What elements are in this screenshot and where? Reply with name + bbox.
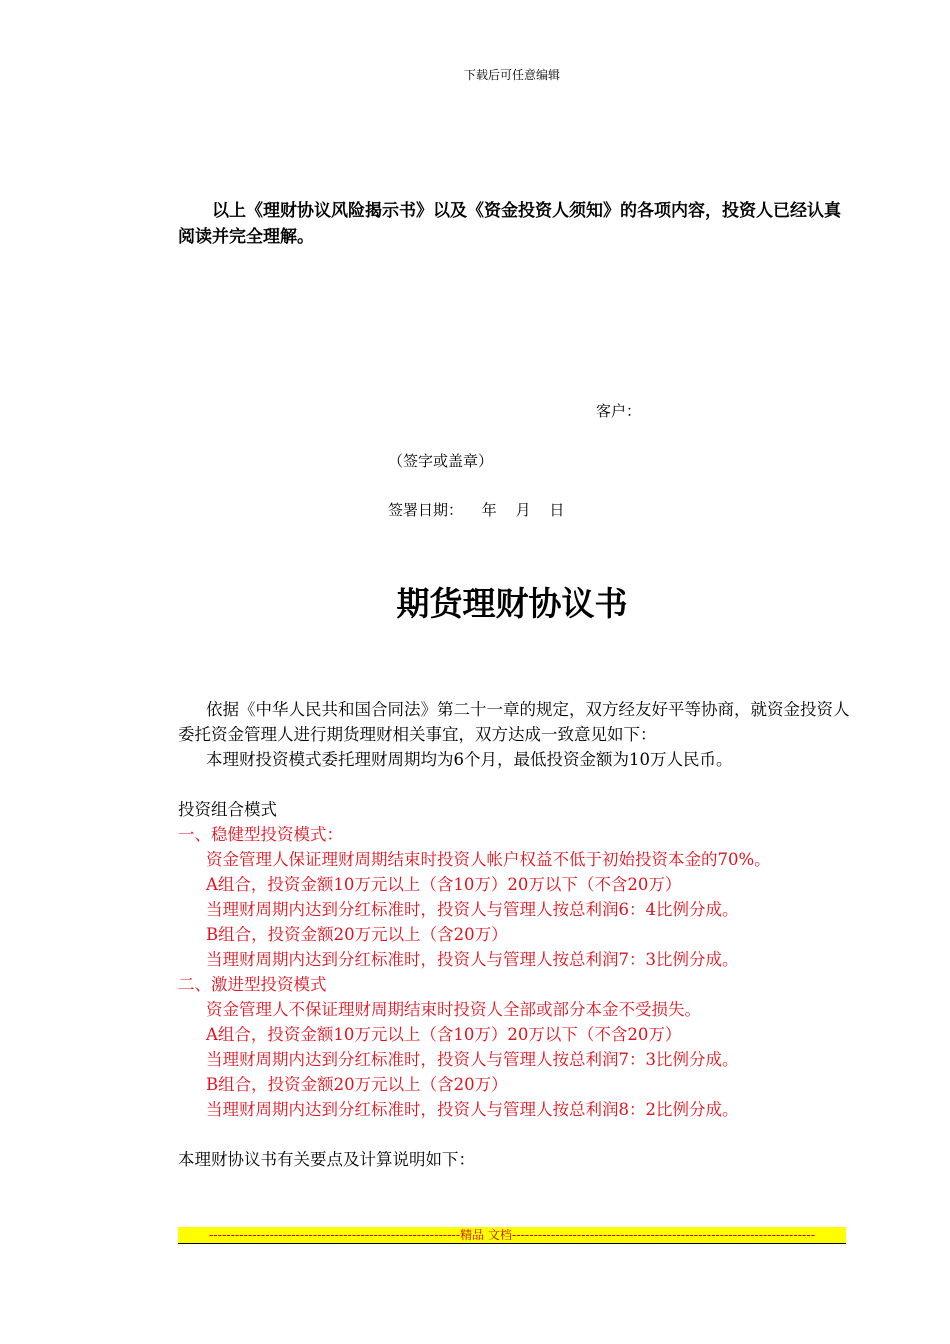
mode1-portfolio-b-ratio: 当理财周期内达到分红标准时，投资人与管理人按总利润7：3比例分成。 [206,950,739,969]
risk-acknowledgement-statement: 以上《理财协议风险揭示书》以及《资金投资人须知》的各项内容，投资人已经认真阅读并完全理解。 [178,201,841,247]
document-title: 期货理财协议书 [396,584,628,623]
mode2-description: 资金管理人不保证理财周期结束时投资人全部或部分本金不受损失。 [206,1000,701,1019]
signing-date-label: 签署日期： [388,501,464,519]
mode1-description: 资金管理人保证理财周期结束时投资人帐户权益不低于初始投资本金的70%。 [206,850,771,869]
intro-paragraph: 依据《中华人民共和国合同法》第二十一章的规定，双方经友好平等协商，就资金投资人委托资金管理人进行期货理财相关事宜，双方达成一致意见如下： [178,700,850,744]
mode2-portfolio-a-ratio: 当理财周期内达到分红标准时，投资人与管理人按总利润7：3比例分成。 [206,1050,739,1069]
mode1-portfolio-a: A组合，投资金额10万元以上（含10万）20万以下（不含20万） [206,875,682,894]
period-paragraph: 本理财投资模式委托理财周期均为6个月，最低投资金额为10万人民币。 [206,750,733,769]
mode1-portfolio-b: B组合，投资金额20万元以上（含20万） [206,925,508,944]
year-label: 年 [481,501,497,519]
portfolio-heading: 投资组合模式 [178,800,277,819]
closing-line: 本理财协议书有关要点及计算说明如下： [178,1150,475,1169]
sign-or-seal-label: （签字或盖章） [388,452,494,470]
mode2-portfolio-b-ratio: 当理财周期内达到分红标准时，投资人与管理人按总利润8：2比例分成。 [206,1100,739,1119]
mode2-portfolio-a: A组合，投资金额10万元以上（含10万）20万以下（不含20万） [206,1025,682,1044]
mode1-portfolio-a-ratio: 当理财周期内达到分红标准时，投资人与管理人按总利润6：4比例分成。 [206,900,739,919]
footer-banner: ----------------------------------------------------------精品 文档---------------------------------------------------------------------- [178,1227,846,1244]
month-label: 月 [515,501,531,519]
header-note: 下载后可任意编辑 [463,68,560,82]
day-label: 日 [549,501,565,519]
signing-date-row [388,499,578,520]
agreement-body [178,697,854,1172]
mode2-heading: 二、激进型投资模式 [178,975,327,994]
mode1-heading: 一、稳健型投资模式： [178,825,343,844]
mode2-portfolio-b: B组合，投资金额20万元以上（含20万） [206,1075,508,1094]
client-label: 客户： [596,402,642,420]
